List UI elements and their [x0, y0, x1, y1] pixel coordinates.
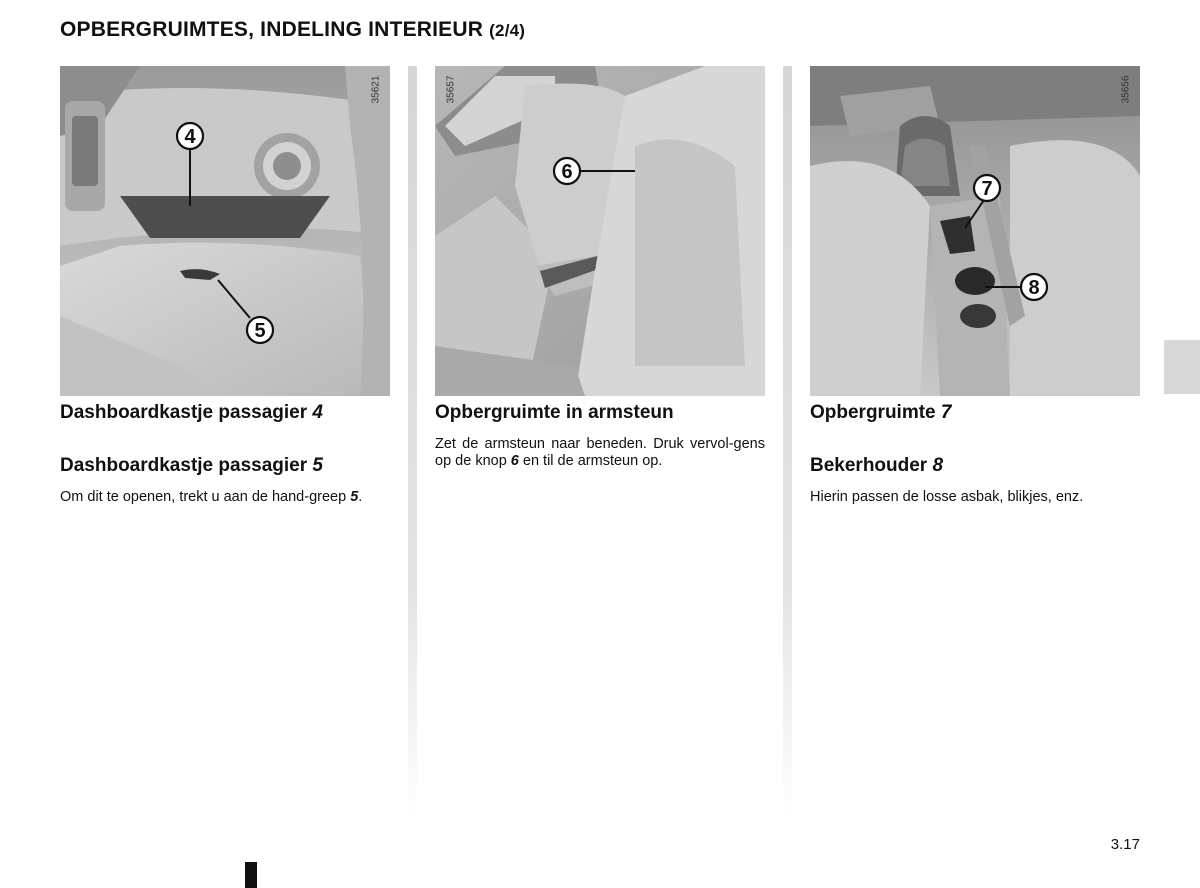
photo-reference: 35621: [370, 75, 382, 104]
photo-reference: 35657: [445, 75, 457, 104]
body-text: .: [358, 489, 363, 505]
photo-armrest: [435, 66, 765, 396]
callout-label: 6: [561, 161, 573, 183]
body-text: Om dit te openen, trekt u aan de hand-greep: [60, 489, 351, 505]
section-number: 7: [940, 402, 952, 423]
column-divider: [408, 66, 417, 816]
body-ref: 5: [350, 489, 359, 505]
section-title-text: Dashboardkastje passagier: [60, 455, 308, 476]
callout-label: 4: [184, 126, 196, 148]
callout-label: 7: [981, 178, 993, 200]
page-title: [60, 18, 525, 42]
section-title-text: Bekerhouder: [810, 455, 928, 476]
section-title-text: Dashboardkastje passagier: [60, 402, 308, 423]
photo-reference: 35656: [1120, 75, 1132, 104]
body-text: Zet de armsteun naar beneden. Druk vervol-gens op de knop: [435, 436, 765, 469]
section-title: [60, 455, 323, 477]
chapter-tab: [1164, 340, 1200, 394]
section-title-text: Opbergruimte in armsteun: [435, 402, 674, 423]
section-title-text: Opbergruimte: [810, 402, 936, 423]
section-title: [810, 455, 943, 477]
photo-glovebox: [60, 66, 390, 396]
armrest-illustration: [435, 66, 765, 396]
callout-label: 5: [254, 320, 266, 342]
body-text: en til de armsteun op.: [518, 453, 663, 469]
console-illustration: [810, 66, 1140, 396]
section-number: 5: [312, 455, 323, 476]
body-ref: 6: [510, 453, 519, 469]
section-body: [60, 489, 390, 506]
page-title-part: (2/4): [489, 21, 526, 40]
section-title: [60, 402, 323, 424]
section-title: [810, 402, 951, 424]
section-number: 8: [932, 455, 944, 476]
glovebox-illustration: [60, 66, 390, 396]
column-divider: [783, 66, 792, 816]
page-number: 3.17: [1110, 836, 1140, 853]
section-body: [435, 436, 765, 470]
callout-label: 8: [1028, 277, 1040, 299]
photo-console: [810, 66, 1140, 396]
section-number: 4: [312, 402, 323, 423]
section-title: [435, 402, 674, 424]
page-title-text: OPBERGRUIMTES, INDELING INTERIEUR: [60, 18, 484, 41]
crop-mark: [245, 862, 257, 888]
section-body: Hierin passen de losse asbak, blikjes, enz.: [810, 489, 1084, 505]
